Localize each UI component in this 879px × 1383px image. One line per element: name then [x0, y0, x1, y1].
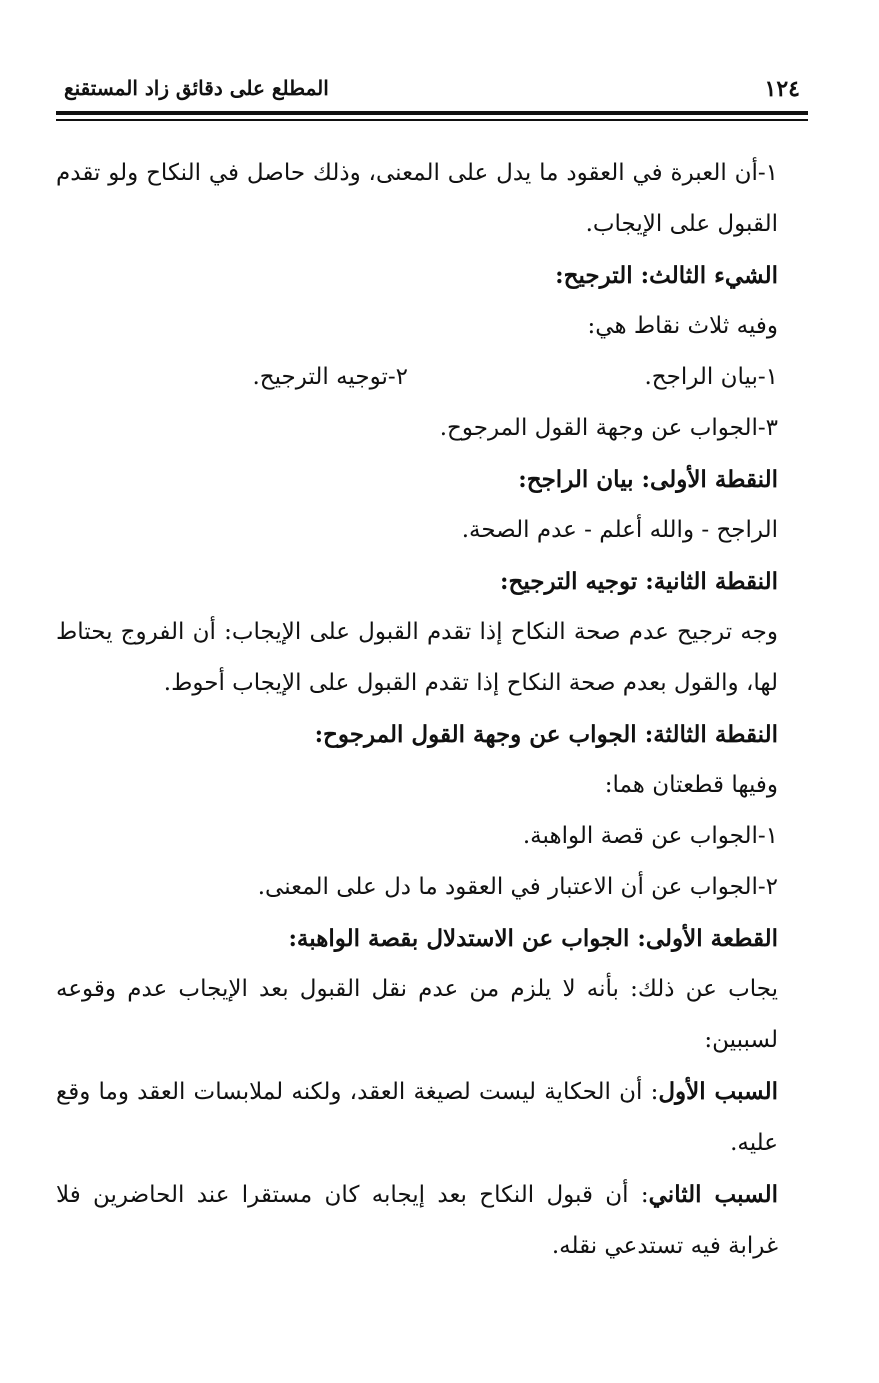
- heading-point-third: النقطة الثالثة: الجواب عن وجهة القول المرجوح:: [314, 721, 778, 748]
- list-item-point-1: ١-بيان الراجح.: [644, 364, 778, 390]
- points-row: [56, 352, 808, 403]
- heading-point-first: النقطة الأولى: بيان الراجح:: [518, 466, 778, 493]
- list-item-point-3: ٣-الجواب عن وجهة القول المرجوح.: [439, 415, 778, 441]
- heading-point-second: النقطة الثانية: توجيه الترجيح:: [500, 568, 778, 595]
- paragraph-reason-2: [56, 1169, 808, 1272]
- reason-1-text: : أن الحكاية ليست لصيغة العقد، ولكنه لملابسات العقد وما وقع عليه.: [56, 1079, 778, 1156]
- reason-2-text: : أن قبول النكاح بعد إيجابه كان مستقرا عند الحاضرين فلا غرابة فيه تستدعي نقله.: [56, 1182, 778, 1259]
- paragraph-preference-reasoning: وجه ترجيح عدم صحة النكاح إذا تقدم القبول على الإيجاب: أن الفروج يحتاط لها، والقول بعدم صحة النكاح إذا تقدم القبول على الإيجاب أحوط.: [56, 619, 778, 696]
- list-item-part-2: ٢-الجواب عن أن الاعتبار في العقود ما دل على المعنى.: [257, 874, 778, 900]
- header-rule-thin: [56, 119, 808, 121]
- header-rule-thick: [56, 111, 808, 115]
- list-item-part-1: ١-الجواب عن قصة الواهبة.: [522, 823, 778, 849]
- paragraph-answer: يجاب عن ذلك: بأنه لا يلزم من عدم نقل القبول بعد الإيجاب عدم وقوعه لسببين:: [56, 976, 778, 1053]
- reason-1-label: السبب الأول: [658, 1078, 779, 1105]
- running-title: المطلع على دقائق زاد المستقنع: [64, 76, 329, 100]
- heading-part-first: القطعة الأولى: الجواب عن الاستدلال بقصة الواهبة:: [288, 925, 778, 952]
- list-item-point-2: ٢-توجيه الترجيح.: [252, 364, 408, 390]
- page-body: [56, 148, 808, 1272]
- page-number: ١٢٤: [764, 76, 800, 102]
- heading-third-thing: الشيء الثالث: الترجيح:: [555, 262, 778, 289]
- paragraph-evidence-1: ١-أن العبرة في العقود ما يدل على المعنى، وذلك حاصل في النكاح ولو تقدم القبول على الإيجاب.: [56, 160, 778, 237]
- paragraph-reason-1: [56, 1066, 808, 1169]
- paragraph-preferred-opinion: الراجح - والله أعلم - عدم الصحة.: [461, 517, 778, 543]
- paragraph-three-points-intro: وفيه ثلاث نقاط هي:: [587, 313, 778, 339]
- reason-2-label: السبب الثاني: [648, 1181, 778, 1208]
- page-header: [56, 70, 808, 110]
- paragraph-two-parts-intro: وفيها قطعتان هما:: [604, 772, 778, 798]
